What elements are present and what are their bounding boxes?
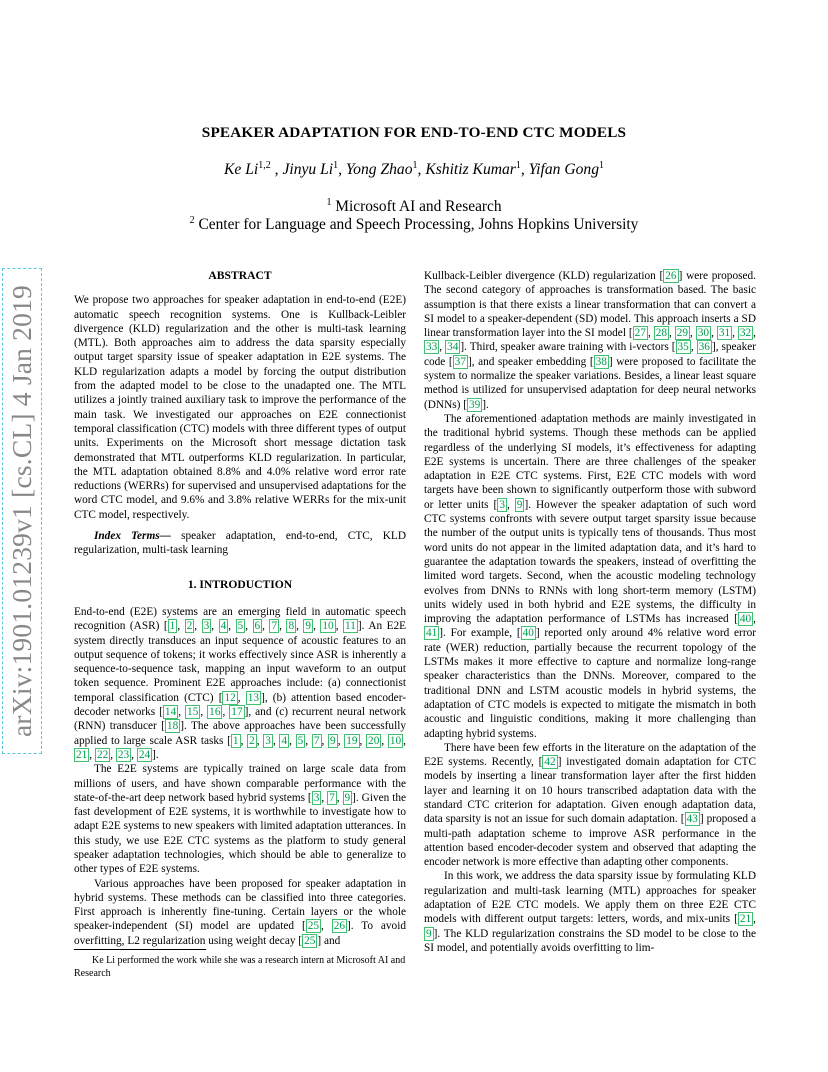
paragraph-text: , [245,620,253,633]
citation-link[interactable]: 5 [237,620,244,633]
paragraph-text: ], speaker code [ [424,341,756,368]
paragraph-text: , [439,341,446,354]
intro-heading: 1. INTRODUCTION [187,577,293,591]
citation-link[interactable]: 18 [166,720,179,733]
citation-link[interactable]: 1 [232,734,239,747]
paragraph-text: , [321,734,329,747]
citation-link[interactable]: 42 [544,756,556,769]
paragraph-text: , [305,734,312,747]
paragraph-text: ] investigated domain adaptation for CTC models by inserting a linear transformation layer after the first hidden layer and learning it on 10 hours transcribed adaptation data with the standard CTC criterion for adaptation. Given enough adaptation data, data sparsity is not an issue for such domain adaptation. [ [424,756,756,826]
citation-link[interactable]: 7 [313,734,320,747]
affiliation-2 [60,215,768,234]
citation-link[interactable]: 26 [665,270,677,282]
intro-paragraph-2 [74,762,406,876]
paragraph-text: , [690,327,696,340]
citation-link[interactable]: 33 [426,341,438,354]
citation-link[interactable]: 11 [345,620,356,633]
author-0-name: Ke Li [224,161,259,179]
paragraph-text: , [732,327,738,340]
citation-link[interactable]: 14 [164,706,177,719]
paragraph-text: ], and (c) recurrent neural network (RNN) transducer [ [74,706,407,733]
footnote-rule [74,949,206,950]
paragraph-text: End-to-end (E2E) systems are an emerging field in automatic speech recognition (ASR) [ [74,605,406,633]
citation-link[interactable]: 5 [297,734,304,747]
abstract-text: We propose two approaches for speaker adaptation in end-to-end (E2E) automatic speech recognition systems. One is Kullback-Leibler divergence (KLD) regularization and the other is multi-task learning (MTL). Both approaches aim to address the data sparsity especially output target sparsity issue of speaker adaptation in E2E systems. The KLD regularization adapts a model by forcing the output distribution from the adapted model to be close to the unadapted one. The MTL utilizes a jointly trained auxiliary task to improve the performance of the main task. We investigated our approaches on E2E connectionist temporal classification (CTC) models with three different types of output units. Experiments on the Microsoft short message dictation task demonstrated that MTL outperforms KLD regularization. In particular, the MTL adaptation obtained 8.8% and 4.0% relative word error rate reductions (WERRs) for supervised and unsupervised adaptations for the word CTC model, and 9.6% and 3.8% relative WERRs for the mix-unit CTC model, respectively. [74,294,406,521]
index-terms-label: Index Terms— [94,530,171,543]
paragraph-text: , [240,734,248,747]
citation-link[interactable]: 26 [333,920,346,933]
citation-link[interactable]: 25 [304,934,316,947]
citation-link[interactable]: 36 [698,341,710,354]
citation-link[interactable]: 15 [187,706,199,719]
paragraph-text: , [381,734,388,747]
citation-link[interactable]: 9 [344,791,351,804]
affiliation-1-sup: 1 [326,197,332,208]
paragraph-text: , [262,620,270,633]
citation-link[interactable]: 40 [739,613,752,626]
citation-link[interactable]: 13 [247,691,260,704]
citation-link[interactable]: 37 [454,355,466,368]
paragraph-text: The aforementioned adaptation methods are mainly investigated in the traditional hybrid systems. Though these methods can be applied regardless of the underlying SI models, it’s effectiveness for adapting E2E systems is uncertain. There are three challenges of the speaker adaptation in E2E CTC systems. First, E2E CTC models with word targets have been shown to significantly outperform those with subword or letter units [ [424,412,756,511]
paragraph-text: Kullback-Leibler divergence (KLD) regularization [ [424,270,664,282]
paragraph-text: ] proposed a multi-path adaptation scheme to improve ASR performance in the attention based encoder-decoder system and observed that adapting the encoder network is more effective than adapting other components. [424,813,756,869]
paragraph-text: ]. To avoid overfitting, L2 regularization using weight decay [ [74,920,406,947]
paragraph-text: The E2E systems are typically trained on large scale data from millions of users, and have shown comparable performance with the state-of-the-art deep network based hybrid systems [ [74,763,406,804]
author-list: Ke Li$^{1,2}$ , Jinyu Li$^1$, Yong Zhao$^1$, Kshitiz Kumar$^1$, Yifan Gong$^1$ [224,160,604,179]
paragraph-text: , [313,620,321,633]
citation-link[interactable]: 17 [231,706,243,719]
paragraph-text: , [131,748,137,761]
citation-link[interactable]: 27 [634,327,646,340]
paragraph-text: , [211,620,219,633]
paragraph-text: ] were proposed to facilitate the system to normalize the speaker variations. Besides, a linear least square method is utilized for unsupervised adaptation for deep neural networks (DNNs) [ [424,355,756,411]
citation-link[interactable]: 9 [426,927,432,940]
citation-link[interactable]: 3 [265,734,271,747]
paragraph-text: , [335,620,343,633]
index-terms-text: speaker adaptation, end-to-end, CTC, KLD regularization, multi-task learning [74,530,406,557]
author-0-sup: 1,2 [258,160,271,171]
paragraph-text: ]. [152,748,159,761]
author-2-sup: 1 [412,160,418,171]
citation-link[interactable]: 40 [522,627,534,640]
paragraph-text: In this work, we address the data sparsity issue by formulating KLD regularization and multi-task learning (MTL) approaches for speaker adaptation of E2E CTC models. We apply them on three E2E CTC models with different output targets: letters, words, and mix-units [ [424,870,756,926]
affiliation-2-text: Center for Language and Speech Processing, Johns Hopkins University [198,216,639,234]
citation-link[interactable]: 22 [96,748,109,761]
citation-link[interactable]: 21 [76,748,88,761]
paragraph-text: , [321,920,332,933]
citation-link[interactable]: 34 [447,341,459,354]
paragraph-text: , [690,341,697,354]
paragraph-text: ]. Given the fast development of E2E systems, it is worthwhile to investigate how to adapt E2E systems to new speakers with limited adaptation utterances. In this study, we use E2E CTC systems as the platform to study general speaker adaptation technologies, which should be able to generalize to other types of E2E systems. [74,791,406,876]
affiliation-1-text: Microsoft AI and Research [335,198,502,216]
citation-link[interactable]: 2 [186,620,193,633]
paragraph-text: ] reported only around 4% relative word error rate (WER) reduction, partially because the recurrent topology of the LSTMs makes it more effective to capture and normalize long-range speaker characteristics than the DNNs. Moreover, compared to the traditional DNN and LSTM acoustic models in hybrid systems, the adaptation of CTC models is expected to mitigate the mismatch in both acoustic and linguistic conditions, making it more challenging than adapting hybrid systems. [424,627,756,740]
citation-link[interactable]: 3 [203,620,210,633]
paragraph-text: , [178,706,186,719]
paragraph-text: , [272,734,280,747]
paragraph-text: , [359,734,367,747]
paragraph-text: , [194,620,202,633]
citation-link[interactable]: 29 [676,327,689,340]
citation-link[interactable]: 20 [368,734,380,747]
paragraph-text: , [296,620,304,633]
author-3-sup: 1 [515,160,521,171]
paragraph-text: ], and speaker embedding [ [467,355,594,368]
paragraph-text: , [337,734,345,747]
citation-link[interactable]: 32 [739,327,752,340]
citation-link[interactable]: 23 [117,748,130,761]
paragraph-text: Various approaches have been proposed for speaker adaptation in hybrid systems. These methods can be classified into three categories. First approach is inherently fine-tuning. Certain layers or the whole speaker-independent (SI) model are updated [ [74,877,406,933]
arxiv-stamp-text[interactable]: arXiv:1901.01239v1 [cs.CL] 4 Jan 2019 [2,268,42,754]
right-column [424,269,756,955]
paragraph-text: ]. Third, speaker aware training with i-vectors [ [460,341,676,354]
right-paragraph-1 [424,269,756,412]
paragraph-text: , [753,327,756,340]
citation-link[interactable]: 8 [288,620,295,633]
citation-link[interactable]: 12 [224,691,236,704]
intro-paragraph-3 [74,877,406,948]
paragraph-text: , [403,734,406,747]
index-terms [74,529,406,558]
author-1-name: Jinyu Li [282,161,334,179]
paragraph-text: , [711,327,717,340]
citation-link[interactable]: 9 [516,498,523,511]
paragraph-text: ]. The KLD regularization constrains the SD model to be close to the SI model, and potentially avoids overfitting to lim- [424,927,756,954]
right-paragraph-3 [424,741,756,870]
citation-link[interactable]: 1 [169,620,176,633]
citation-link[interactable]: 9 [305,620,312,633]
right-paragraph-4 [424,869,756,955]
citation-link[interactable]: 39 [468,398,481,411]
paragraph-text: , [256,734,264,747]
paragraph-text: , [753,613,756,626]
citation-link[interactable]: 21 [739,913,752,926]
citation-link[interactable]: 35 [677,341,689,354]
author-4-name: Yifan Gong [528,161,599,179]
citation-link[interactable]: 3 [313,791,320,804]
footnote: Ke Li performed the work while she was a research intern at Microsoft AI and Research [74,955,406,979]
paragraph-text: , [647,327,654,340]
citation-link[interactable]: 7 [271,620,278,633]
paragraph-text: ] were proposed. The second category of approaches is transformation based. The basic assumption is that there exists a linear transformation that can convert a SI model to a speaker-dependent (SD) model. This approach inserts a SD linear transformation layer into the SI model [ [424,270,756,340]
left-column [74,269,406,948]
citation-link[interactable]: 4 [281,734,288,747]
paragraph-text: , [506,498,515,511]
citation-link[interactable]: 9 [330,734,336,747]
citation-link[interactable]: 6 [254,620,261,633]
paragraph-text: , [753,913,756,926]
paragraph-text: , [289,734,296,747]
citation-link[interactable]: 38 [595,355,607,368]
paragraph-text: ]. However the speaker adaptation of such word CTC systems confronts with severe output target sparsity issue because the number of the output units is typically tens of thousands. Thus most word units do not appear in the limited adaptation data, and it’s hard to guarantee the adaptation towards the speakers, instead of overfitting the limited word targets. Second, when the acoustic modeling technology evolves from DNNs to RNNs with long short-term memory (LSTM) units widely used in both hybrid and E2E systems, the difficulty in improving the adaptation performance of LSTMs has increased [ [424,498,756,626]
paragraph-text: ]. For example, [ [439,627,521,640]
arxiv-stamp[interactable] [2,268,42,754]
paragraph-text: , [110,748,116,761]
citation-link[interactable]: 43 [686,813,698,826]
citation-link[interactable]: 24 [138,748,151,761]
author-4-sup: 1 [599,160,604,171]
paragraph-text: , [177,620,185,633]
citation-link[interactable]: 41 [426,627,438,640]
citation-link[interactable]: 10 [322,620,334,633]
abstract-heading: ABSTRACT [208,269,272,282]
paragraph-text: , [222,706,230,719]
citation-link[interactable]: 31 [718,327,731,340]
author-1-sup: 1 [333,160,339,171]
paragraph-text: , [279,620,287,633]
intro-paragraph-1 [74,605,406,762]
citation-link[interactable]: 7 [329,791,335,804]
citation-link[interactable]: 3 [499,498,505,511]
citation-link[interactable]: 25 [307,920,320,933]
paragraph-text: ]. [482,398,489,411]
paragraph-text: , [336,791,343,804]
paragraph-text: ]. An E2E system directly transduces an input sequence of acoustic features to an output sequence of tokens; it works effectively since ASR is inherently a sequence-to-sequence task, mapping an input waveform to an output token sequence. Prominent E2E approaches include: (a) connectionist temporal classification (CTC) [ [74,620,407,704]
citation-link[interactable]: 10 [389,734,402,747]
citation-link[interactable]: 4 [220,620,227,633]
paragraph-text: , [237,691,246,704]
citation-link[interactable]: 28 [655,327,667,340]
citation-link[interactable]: 2 [249,734,255,747]
citation-link[interactable]: 19 [346,734,358,747]
citation-link[interactable]: 16 [209,706,221,719]
paragraph-text: ], (b) attention based encoder-decoder networks [ [74,691,406,719]
author-2-name: Yong Zhao [345,161,413,179]
paragraph-text: , [89,748,95,761]
right-paragraph-2 [424,412,756,741]
paragraph-text: , [321,791,328,804]
paragraph-text: There have been few efforts in the literature on the adaptation of the E2E systems. Recently, [ [424,741,756,769]
paragraph-text: , [228,620,236,633]
paragraph-text: , [668,327,675,340]
citation-link[interactable]: 30 [697,327,710,340]
paragraph-text: ]. The above approaches have been successfully applied to large scale ASR tasks [ [74,720,406,747]
paragraph-text: , [200,706,208,719]
paper-title: SPEAKER ADAPTATION FOR END-TO-END CTC MODELS [201,124,627,141]
author-3-name: Kshitiz Kumar [425,161,516,179]
paragraph-text: ] and [317,934,341,947]
affiliation-1 [60,197,768,216]
affiliation-2-sup: 2 [189,215,195,226]
